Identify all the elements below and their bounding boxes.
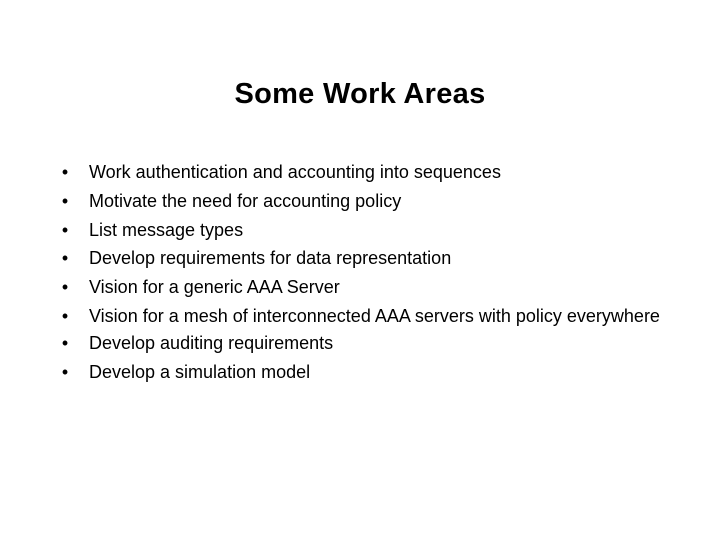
bullet-icon: • [61, 361, 69, 382]
list-item [50, 246, 670, 270]
bullet-list [50, 160, 670, 389]
list-item [50, 189, 670, 213]
bullet-icon: • [61, 332, 69, 353]
bullet-text: Develop requirements for data representation [89, 248, 452, 269]
bullet-icon: • [61, 190, 69, 211]
slide-title: Some Work Areas [234, 78, 486, 110]
bullet-text: Vision for a mesh of interconnected AAA servers with policy everywhere [89, 305, 660, 326]
bullet-icon: • [61, 277, 69, 298]
bullet-text: Work authentication and accounting into sequences [89, 162, 501, 182]
bullet-icon: • [61, 162, 69, 182]
bullet-text: Develop a simulation model [89, 361, 311, 382]
bullet-text: Motivate the need for accounting policy [89, 190, 402, 211]
list-item [50, 218, 670, 242]
list-item [50, 360, 670, 384]
bullet-icon: • [61, 248, 69, 269]
list-item [50, 304, 670, 328]
bullet-icon: • [61, 219, 69, 240]
bullet-text: Vision for a generic AAA Server [89, 277, 340, 298]
bullet-icon: • [61, 305, 69, 326]
list-item [50, 331, 670, 355]
list-item [50, 275, 670, 299]
bullet-text: Develop auditing requirements [89, 332, 334, 353]
list-item [50, 160, 670, 184]
bullet-text: List message types [89, 219, 244, 240]
